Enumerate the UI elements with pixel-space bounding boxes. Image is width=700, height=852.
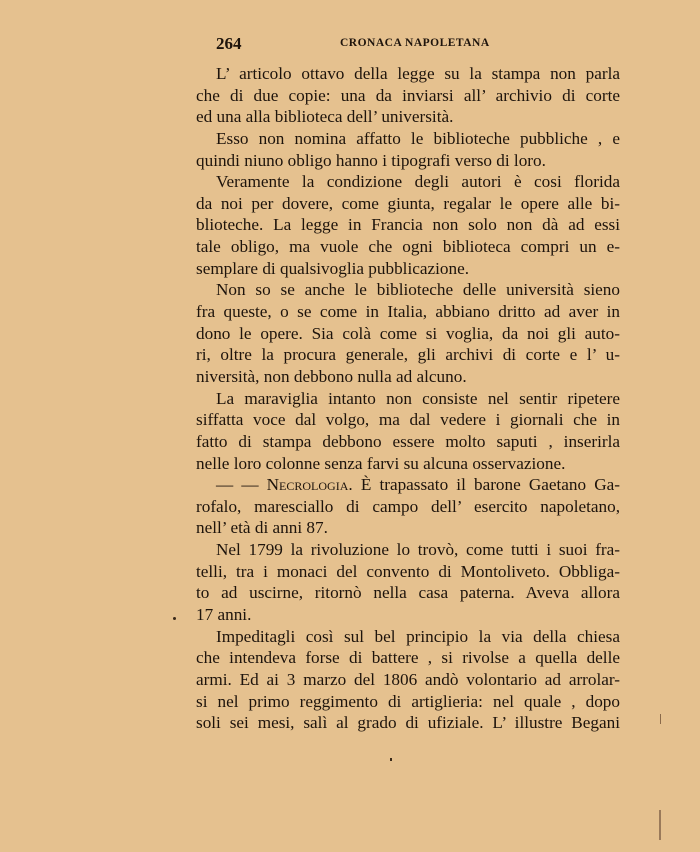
- text-line: [196, 150, 620, 172]
- text-line: [196, 669, 620, 691]
- text-line: [196, 258, 620, 280]
- text-line: [196, 604, 620, 626]
- text-line-content: ed una alla biblioteca dell’ università.: [196, 107, 454, 127]
- text-line: [196, 344, 620, 366]
- text-line: [196, 128, 620, 150]
- text-line-content: nelle loro colonne senza farvi su alcuna osservazione.: [196, 453, 566, 473]
- text-line: [196, 712, 620, 734]
- text-line: [196, 409, 620, 431]
- text-line-content: tale obligo, ma vuole che ogni biblioteca compri un e-: [196, 237, 620, 257]
- text-line: [196, 106, 620, 128]
- text-line: [196, 236, 620, 258]
- text-line-content: to ad uscirne, ritornò nella casa paterna. Aveva allora: [196, 583, 620, 603]
- text-line-content: Esso non nomina affatto le biblioteche pubbliche , e: [216, 128, 620, 148]
- text-line-content: telli, tra i monaci del convento di Montoliveto. Obbliga-: [196, 561, 620, 581]
- section-label: Necrologia: [266, 475, 349, 495]
- body-text: [196, 63, 620, 734]
- dash-prefix: — —: [216, 475, 267, 495]
- text-line-content: quindi niuno obligo hanno i tipografi verso di loro.: [196, 150, 546, 170]
- text-line: [196, 279, 620, 301]
- text-line-content: rofalo, maresciallo di campo dell’ esercito napoletano,: [196, 496, 620, 516]
- text-line-content: ri, oltre la procura generale, gli archivi di corte e l’ u-: [196, 345, 620, 365]
- text-line-content: L’ articolo ottavo della legge su la stampa non parla: [216, 64, 620, 83]
- text-line-content: si nel primo reggimento di artiglieria: nel quale , dopo: [196, 691, 620, 711]
- text-line: [196, 496, 620, 518]
- text-line-content: armi. Ed ai 3 marzo del 1806 andò volontario ad arrolar-: [196, 669, 620, 689]
- text-line-content: dono le opere. Sia colà come si voglia, da noi gli auto-: [196, 323, 620, 343]
- text-line: [196, 626, 620, 648]
- text-line-content: siffatta voce dal volgo, ma dal vedere i giornali che in: [196, 410, 620, 430]
- text-line: [196, 214, 620, 236]
- text-line-content: che intendeva forse di battere , si rivolse a quella delle: [196, 648, 620, 668]
- text-line-content: blioteche. La legge in Francia non solo non dà ad essi: [196, 215, 620, 235]
- text-line: [196, 431, 620, 453]
- text-line: [196, 301, 620, 323]
- text-line: [196, 582, 620, 604]
- text-line-content: soli sei mesi, salì al grado di ufiziale. L’ illustre Begani: [196, 713, 620, 733]
- scan-mark: [659, 810, 661, 840]
- text-line-content: La maraviglia intanto non consiste nel sentir ripetere: [216, 388, 620, 408]
- text-line-content: Nel 1799 la rivoluzione lo trovò, come tutti i suoi fra-: [216, 540, 620, 560]
- text-line-content: [216, 474, 620, 496]
- text-line-content: nell’ età di anni 87.: [196, 518, 328, 538]
- text-line-content: 17 anni.: [196, 605, 252, 625]
- text-line: [196, 171, 620, 193]
- line-text: . È trapassato il barone Gaetano Ga-: [348, 475, 621, 495]
- scan-speck: [390, 758, 392, 761]
- text-line-content: fatto di stampa debbono essere molto saputi , inserirla: [196, 431, 620, 451]
- text-line-content: fra queste, o se come in Italia, abbiano dritto ad aver in: [196, 302, 620, 322]
- text-line: [196, 63, 620, 85]
- text-line-content: Non so se anche le biblioteche delle università sieno: [216, 280, 620, 300]
- text-line: [196, 193, 620, 215]
- page-number: 264: [216, 34, 242, 53]
- text-line: [196, 647, 620, 669]
- text-line: [196, 388, 620, 410]
- text-line-content: semplare di qualsivoglia pubblicazione.: [196, 258, 470, 278]
- text-line: [196, 539, 620, 561]
- text-line-content: da noi per dovere, come giunta, regalar le opere alle bi-: [196, 193, 620, 213]
- scan-mark: [660, 714, 661, 724]
- text-line: [196, 323, 620, 345]
- text-line-content: niversità, non debbono nulla ad alcuno.: [196, 366, 467, 386]
- page-header: [216, 34, 626, 56]
- text-line: [196, 366, 620, 388]
- text-line: [196, 453, 620, 475]
- text-line-content: Veramente la condizione degli autori è cosi florida: [216, 172, 620, 192]
- text-line-content: Impeditagli così sul bel principio la via della chiesa: [216, 626, 620, 646]
- text-line: [196, 561, 620, 583]
- text-line: [196, 691, 620, 713]
- text-line: [196, 85, 620, 107]
- scan-speck: [173, 617, 176, 620]
- running-title: CRONACA NAPOLETANA: [340, 37, 490, 49]
- text-line: [196, 474, 620, 496]
- text-line: [196, 517, 620, 539]
- text-line-content: che di due copie: una da inviarsi all’ archivio di corte: [196, 85, 620, 105]
